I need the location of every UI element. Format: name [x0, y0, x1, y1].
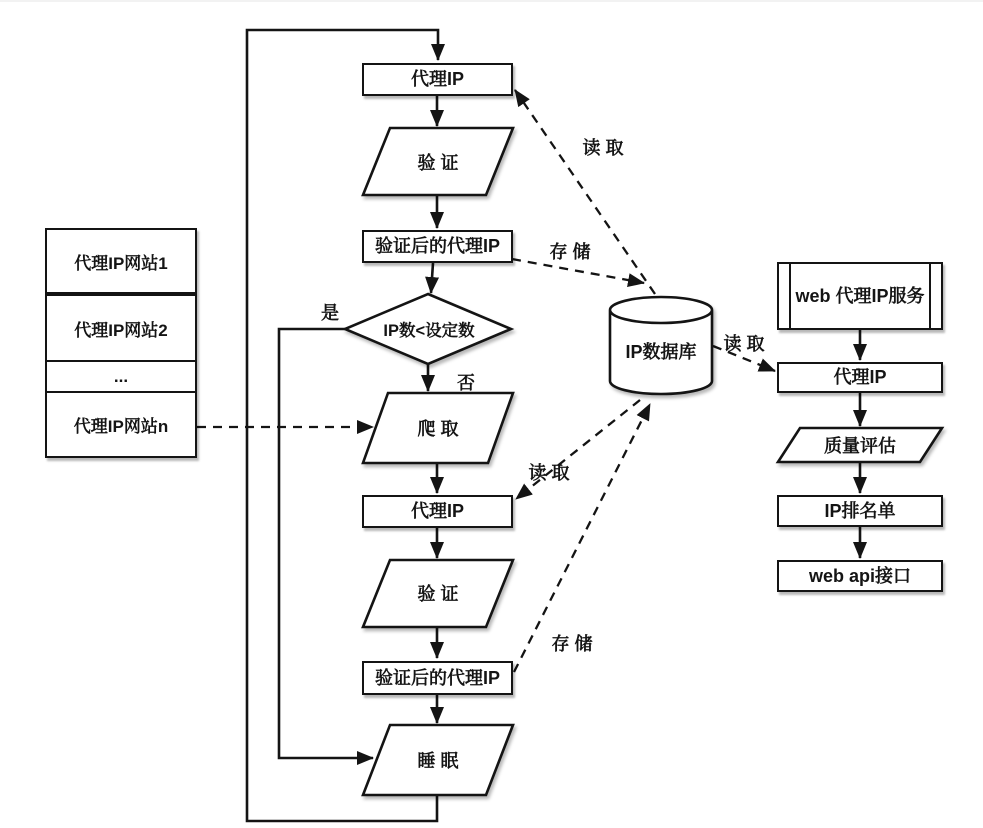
list-item	[47, 362, 195, 393]
quality-eval-label: 质量评估	[824, 436, 896, 456]
verify-mid-label: 验 证	[417, 584, 459, 604]
read-top-label: 读 取	[582, 138, 624, 158]
verified-proxy-top-box	[362, 230, 513, 263]
proxy-site-list	[45, 228, 197, 458]
verified-proxy-mid-box	[362, 661, 513, 695]
proxy-ip-top-label: 代理IP	[410, 69, 464, 90]
flow-arrow	[431, 263, 433, 293]
list-item-label: 代理IP网站1	[74, 253, 168, 273]
sleep-label: 睡 眠	[417, 751, 459, 771]
proxy-ip-mid-box	[362, 495, 513, 528]
ip-ranking-label: IP排名单	[824, 500, 896, 521]
predefined-process-bar	[929, 264, 931, 328]
proxy-ip-mid-label: 代理IP	[410, 501, 464, 522]
list-item-label: 代理IP网站2	[74, 320, 168, 340]
no-label: 否	[457, 373, 475, 393]
store-mid-label: 存 储	[551, 634, 593, 654]
verify-top-label: 验 证	[417, 153, 459, 173]
web-api-label: web api接口	[808, 565, 911, 586]
verified-proxy-top-label: 验证后的代理IP	[374, 236, 500, 257]
store-top-label: 存 储	[549, 242, 591, 262]
service-proxy-ip-box	[777, 362, 943, 393]
crawl-label: 爬 取	[417, 419, 459, 439]
read-mid-label: 读 取	[528, 463, 570, 483]
predefined-process-bar	[789, 264, 791, 328]
service-proxy-ip-label: 代理IP	[833, 367, 887, 388]
ip-ranking-box	[777, 495, 943, 527]
list-item	[47, 393, 195, 456]
list-item	[47, 296, 195, 362]
list-item-label: 代理IP网站n	[73, 417, 169, 436]
decision-label: IP数<设定数	[383, 322, 475, 340]
web-api-box	[777, 560, 943, 592]
web-proxy-service-box	[777, 262, 943, 330]
list-item-label: ...	[113, 366, 129, 386]
web-proxy-service-label: web 代理IP服务	[795, 285, 925, 306]
proxy-ip-top-box	[362, 63, 513, 96]
database-label: IP数据库	[625, 342, 697, 362]
verified-proxy-mid-label: 验证后的代理IP	[374, 667, 500, 688]
list-item	[47, 230, 195, 296]
yes-label: 是	[321, 303, 339, 323]
yes-branch-line	[279, 329, 373, 758]
read-right-label: 读 取	[723, 334, 765, 354]
